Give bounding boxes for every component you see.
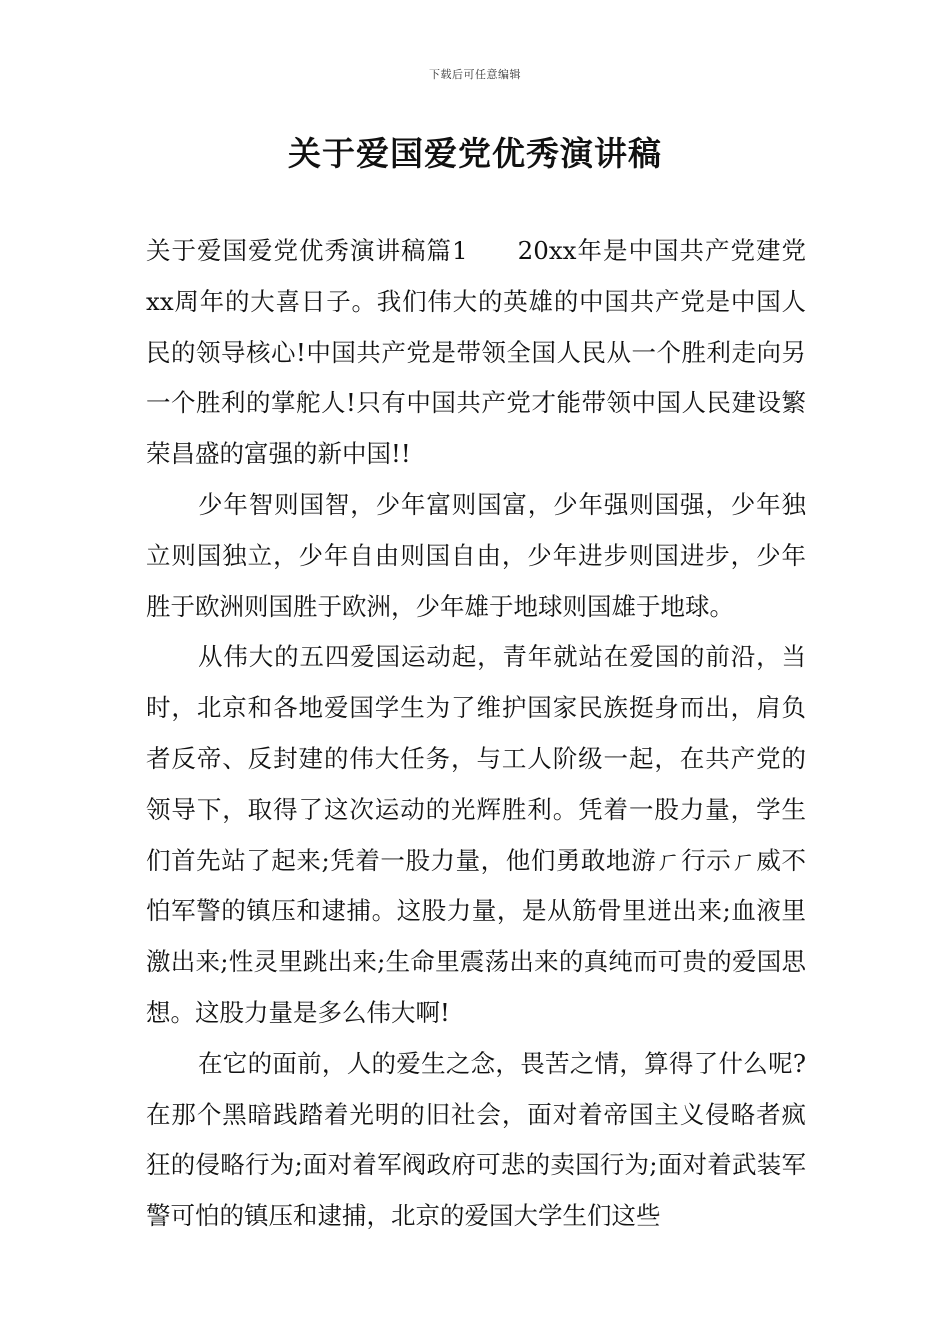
document-body: [146, 226, 806, 1242]
section-subtitle: 关于爱国爱党优秀演讲稿篇1: [146, 236, 468, 265]
paragraph-2: 少年智则国智，少年富则国富，少年强则国强，少年独立则国独立，少年自由则国自由，少年进步则国进步，少年胜于欧洲则国胜于欧洲，少年雄于地球则国雄于地球。: [146, 489, 806, 621]
paragraph-4: 在它的面前，人的爱生之念，畏苦之情，算得了什么呢?在那个黑暗践踏着光明的旧社会，面对着帝国主义侵略者疯狂的侵略行为;面对着军阀政府可悲的卖国行为;面对着武装军警可怕的镇压和逮捕，北京的爱国大学生们这些: [146, 1048, 806, 1231]
header-note: 下载后可任意编辑: [429, 68, 521, 81]
paragraph-3: 从伟大的五四爱国运动起，青年就站在爱国的前沿，当时，北京和各地爱国学生为了维护国家民族挺身而出，肩负者反帝、反封建的伟大任务，与工人阶级一起，在共产党的领导下，取得了这次运动的光辉胜利。凭着一股力量，学生们首先站了起来;凭着一股力量，他们勇敢地游ㄏ行示ㄏ威不怕军警的镇压和逮捕。这股力量，是从筋骨里迸出来;血液里激出来;性灵里跳出来;生命里震荡出来的真纯而可贵的爱国思想。这股力量是多么伟大啊!: [146, 642, 806, 1027]
page-title: 关于爱国爱党优秀演讲稿: [288, 134, 662, 173]
paragraph-1: [146, 226, 806, 480]
paragraph-1-text: 20xx年是中国共产党建党xx周年的大喜日子。我们伟大的英雄的中国共产党是中国人民的领导核心!中国共产党是带领全国人民从一个胜利走向另一个胜利的掌舵人!只有中国共产党才能带领中国人民建设繁荣昌盛的富强的新中国!!: [146, 236, 806, 469]
